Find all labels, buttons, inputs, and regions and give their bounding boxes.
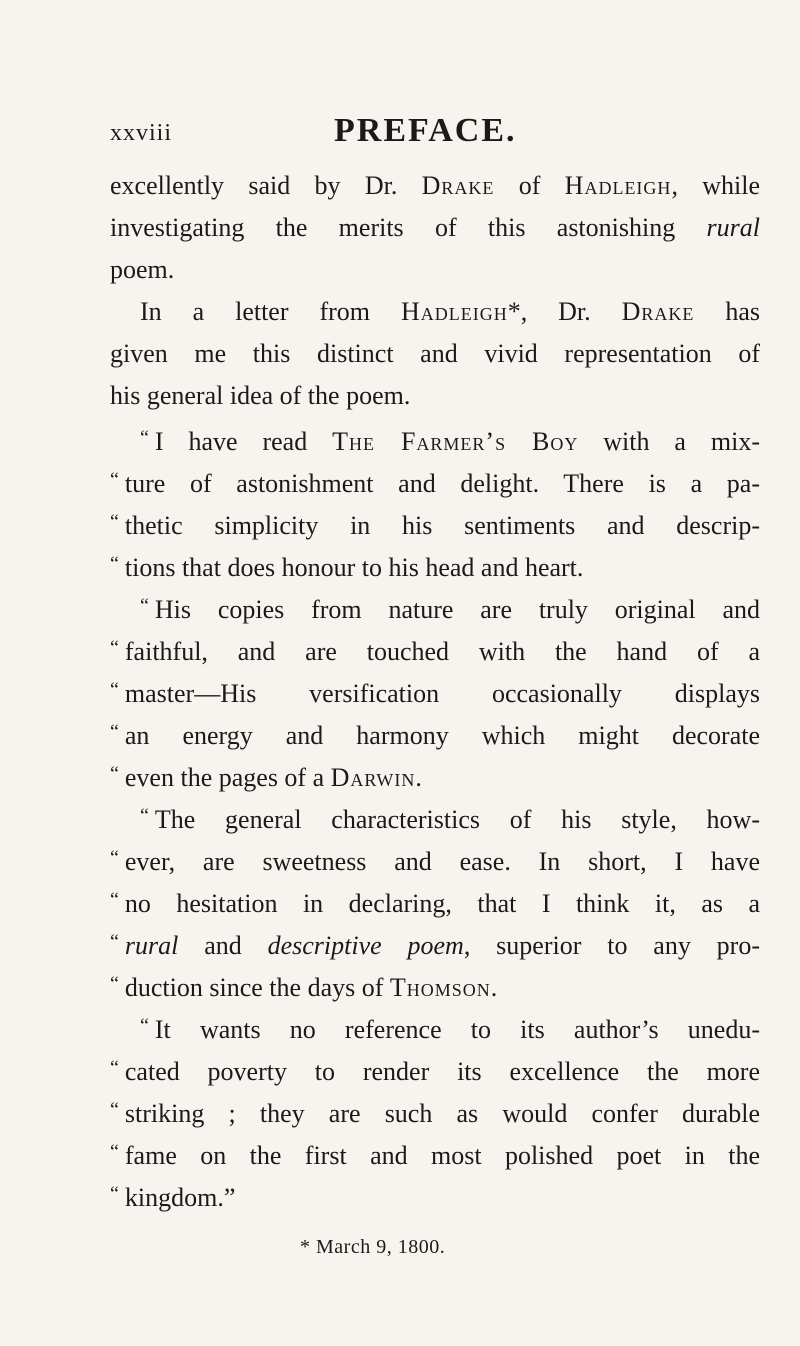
quote-line-9: “ even the pages of a Darwin. bbox=[110, 763, 422, 792]
text-line-2: investigating the merits of this astonishing rural bbox=[110, 213, 760, 242]
quote-line-3: “ thetic simplicity in his sentiments and descrip- bbox=[110, 511, 760, 540]
quote-line-1: “ I have read The Farmer’s Boy with a mix- bbox=[140, 427, 760, 456]
text-line-4: In a letter from Hadleigh*, Dr. Drake has bbox=[140, 297, 760, 326]
quote-line-11: “ ever, are sweetness and ease. In short, I have bbox=[110, 847, 760, 876]
quote-line-13: “ rural and descriptive poem, superior to any pro- bbox=[110, 931, 760, 960]
quote-line-4: “ tions that does honour to his head and heart. bbox=[110, 553, 584, 582]
page-number: xxviii bbox=[110, 120, 173, 146]
quote-line-6: “ faithful, and are touched with the hand of a bbox=[110, 637, 760, 666]
quote-line-18: “ fame on the first and most polished poet in the bbox=[110, 1141, 760, 1170]
quote-line-7: “ master—His versification occasionally displays bbox=[110, 679, 760, 708]
footnote: * March 9, 1800. bbox=[300, 1236, 446, 1258]
text-line-3: poem. bbox=[110, 255, 175, 284]
quote-line-8: “ an energy and harmony which might decorate bbox=[110, 721, 760, 750]
text-line-5: given me this distinct and vivid representation of bbox=[110, 339, 760, 368]
quote-line-15: “ It wants no reference to its author’s unedu- bbox=[140, 1015, 760, 1044]
quote-line-16: “ cated poverty to render its excellence the more bbox=[110, 1057, 760, 1086]
page-header bbox=[110, 112, 730, 158]
text-line-6: his general idea of the poem. bbox=[110, 381, 411, 410]
quote-line-5: “ His copies from nature are truly original and bbox=[140, 595, 760, 624]
quote-line-17: “ striking ; they are such as would confer durable bbox=[110, 1099, 760, 1128]
quote-line-10: “ The general characteristics of his style, how- bbox=[140, 805, 760, 834]
quote-line-14: “ duction since the days of Thomson. bbox=[110, 973, 498, 1002]
body-text bbox=[110, 165, 760, 1215]
running-head-title: PREFACE. bbox=[334, 112, 517, 149]
quote-line-19: “ kingdom.” bbox=[110, 1183, 236, 1212]
quote-line-12: “ no hesitation in declaring, that I think it, as a bbox=[110, 889, 760, 918]
text-line-1: excellently said by Dr. Drake of Hadleigh, while bbox=[110, 171, 760, 200]
quote-line-2: “ ture of astonishment and delight. There is a pa- bbox=[110, 469, 760, 498]
